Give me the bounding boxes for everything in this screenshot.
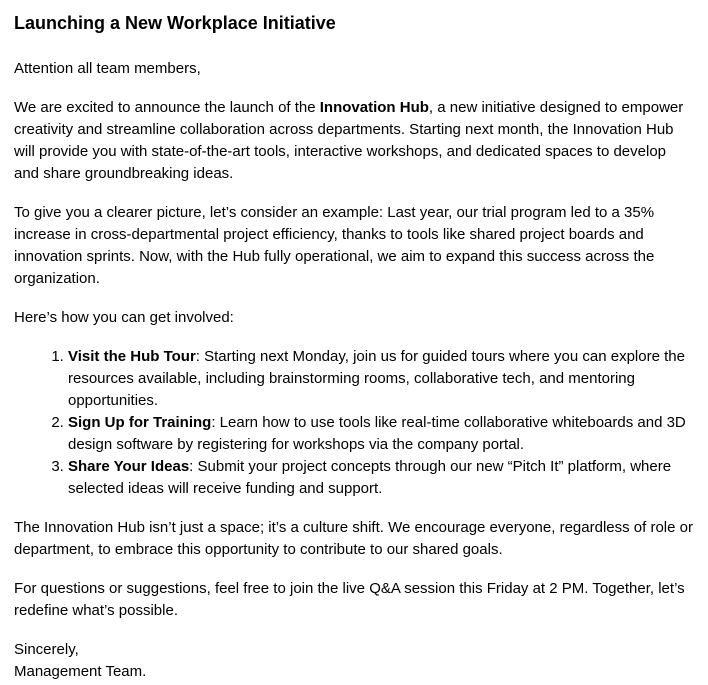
- list-item: [68, 412, 694, 456]
- text-run: , a new initiative designed to empower creativity and streamline collaboration across departments. Starting next month, the Innovation Hub will provide you with state-of-the-art tools, interactive workshops, and dedicated spaces to develop and share groundbreaking ideas.: [14, 99, 684, 182]
- text-run: The Innovation Hub isn’t just a space; it’s a culture shift. We encourage everyone, regardless of role or department, to embrace this opportunity to contribute to our shared goals.: [14, 519, 693, 558]
- bold-text-run: Visit the Hub Tour: [68, 348, 196, 365]
- text-run: We are excited to announce the launch of the: [14, 99, 320, 116]
- salutation: [14, 58, 694, 80]
- involvement-steps: [14, 346, 694, 500]
- text-run: For questions or suggestions, feel free to join the live Q&A session this Friday at 2 PM. Together, let’s redefine what’s possible.: [14, 580, 685, 619]
- text-run: : Submit your project concepts through our new “Pitch It” platform, where selected ideas will receive funding and support.: [68, 458, 672, 497]
- text-run: : Learn how to use tools like real-time collaborative whiteboards and 3D design software by registering for workshops via the company portal.: [68, 414, 686, 453]
- list-item: [68, 346, 694, 412]
- document-body: [14, 58, 694, 683]
- signature: [14, 639, 694, 683]
- list-item: [68, 456, 694, 500]
- list-lead-in: [14, 307, 694, 329]
- text-run: : Starting next Monday, join us for guided tours where you can explore the resources available, including brainstorming rooms, collaborative tech, and mentoring opportunities.: [68, 348, 685, 409]
- questions-paragraph: [14, 578, 694, 622]
- intro-paragraph: [14, 97, 694, 185]
- text-run: Attention all team members,: [14, 60, 201, 77]
- example-paragraph: [14, 202, 694, 290]
- bold-text-run: Sign Up for Training: [68, 414, 212, 431]
- text-run: Here’s how you can get involved:: [14, 309, 234, 326]
- document-title: Launching a New Workplace Initiative: [14, 13, 336, 33]
- bold-text-run: Share Your Ideas: [68, 458, 190, 475]
- culture-paragraph: [14, 517, 694, 561]
- text-run: To give you a clearer picture, let’s consider an example: Last year, our trial program led to a 35% increase in cross-departmental project efficiency, thanks to tools like shared project boards and innovation sprints. Now, with the Hub fully operational, we aim to expand this success across the organization.: [14, 204, 655, 287]
- text-line: Sincerely,: [14, 641, 79, 658]
- bold-text-run: Innovation Hub: [319, 99, 429, 116]
- text-line: Management Team.: [14, 663, 147, 680]
